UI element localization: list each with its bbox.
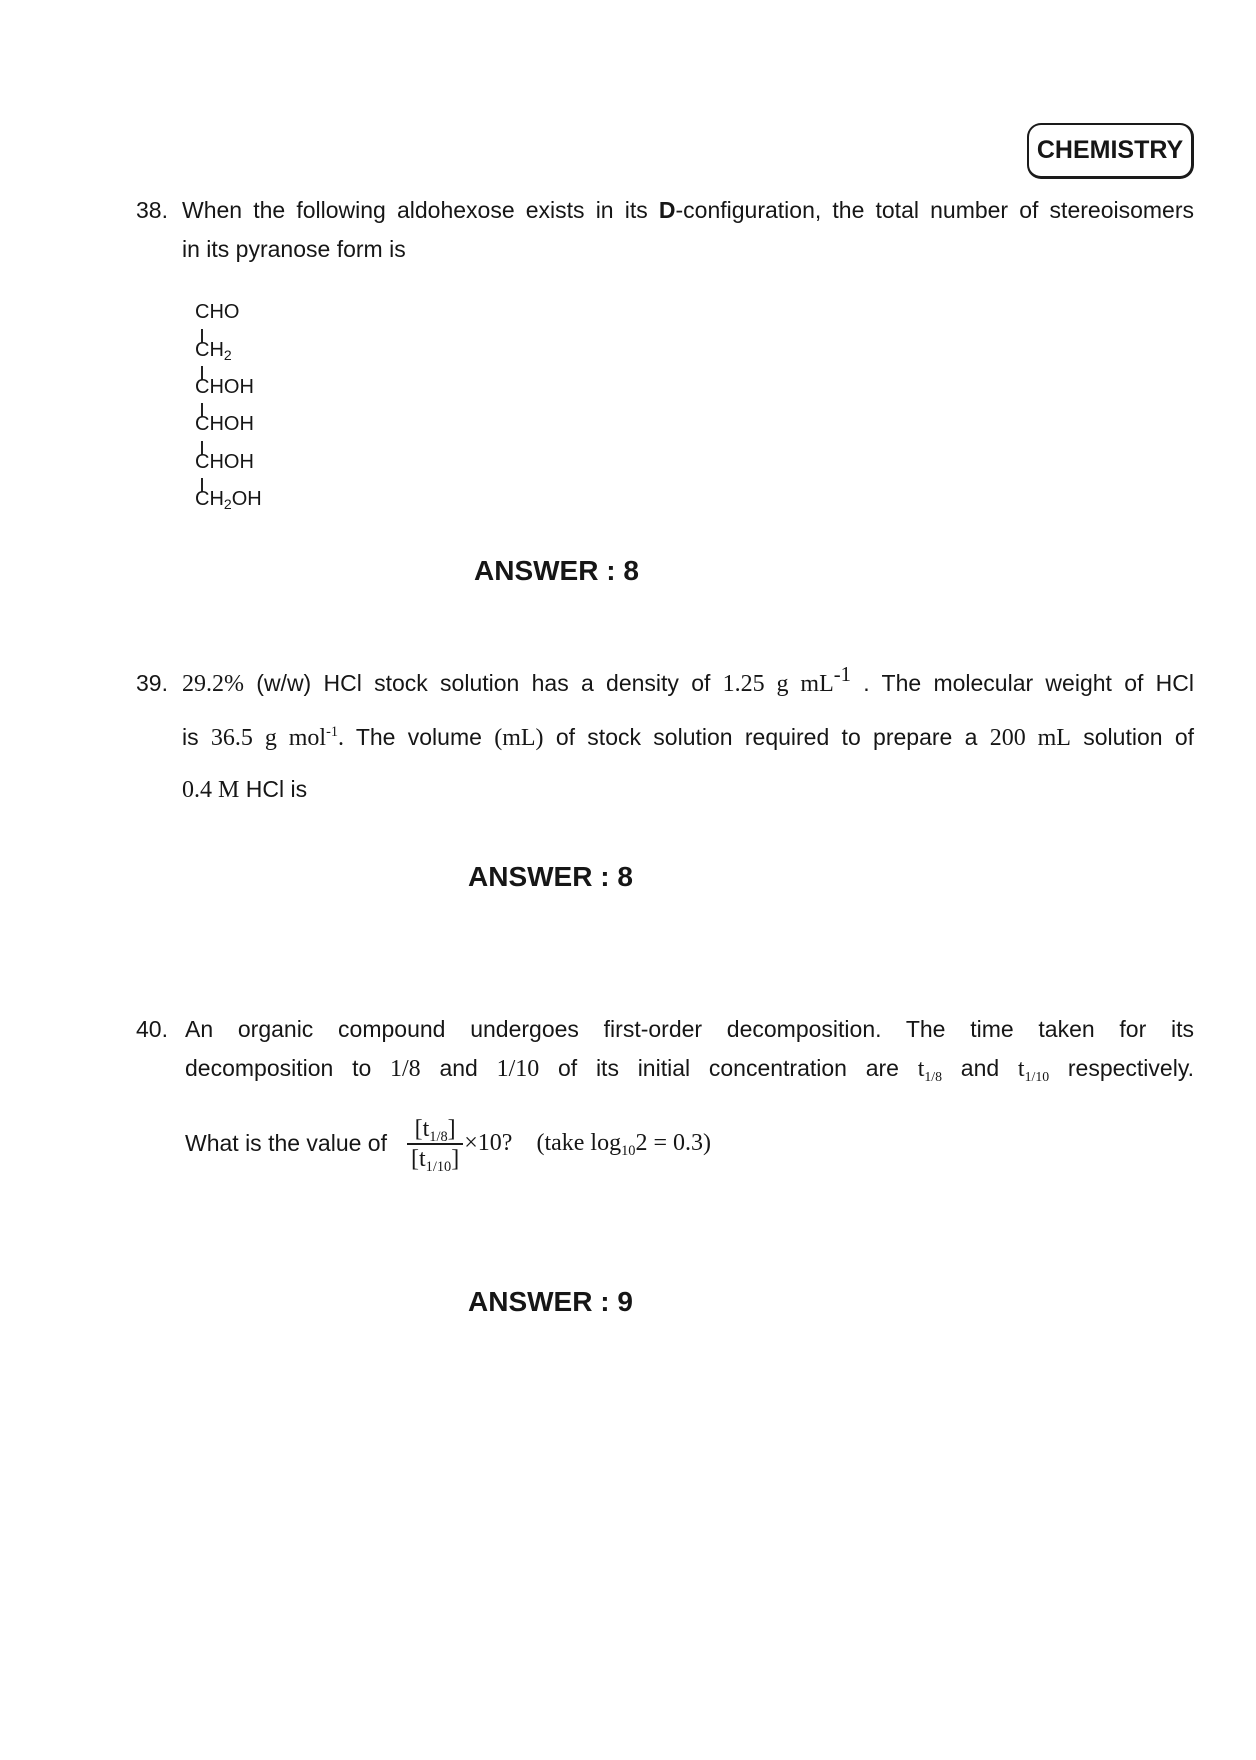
question-39-line-2: [182, 722, 1194, 753]
log-base: 10: [621, 1143, 636, 1160]
target-concentration: 0.4 M: [182, 777, 240, 803]
question-text: and: [942, 1055, 1018, 1081]
molecular-weight-exponent: -1: [326, 724, 338, 741]
group-subscript: 2: [223, 347, 232, 364]
question-40-line-1: An organic compound undergoes first-order decomposition. The time taken for its: [185, 1016, 1194, 1042]
question-38-line-1: [182, 195, 1194, 225]
time-subscript: 1/8: [429, 1129, 448, 1146]
time-variable: t: [917, 1056, 925, 1082]
question-text: respectively.: [1049, 1055, 1194, 1081]
structure-group: [195, 338, 232, 362]
question-text: of its initial concentration are: [539, 1055, 918, 1081]
sentence-period: .: [337, 725, 344, 751]
question-text: The volume: [343, 724, 495, 750]
log-hint-text: 2 = 0.3): [635, 1130, 712, 1157]
question-text: decomposition to: [185, 1055, 391, 1081]
answer-39: ANSWER : 8: [468, 861, 633, 892]
question-text: HCl is: [239, 776, 308, 802]
time-variable: t: [1017, 1056, 1025, 1082]
structure-group: [195, 487, 262, 511]
bracket-open: [: [411, 1145, 419, 1172]
log-hint: [536, 1130, 712, 1160]
bracket-open: [: [414, 1116, 423, 1142]
structure-group: [195, 375, 254, 399]
structure-group: [195, 300, 239, 324]
time-subscript: 1/10: [425, 1158, 452, 1175]
group-formula: CH: [195, 488, 224, 510]
structure-group: [195, 412, 254, 436]
group-formula: CH: [195, 339, 224, 361]
group-formula: CHO: [195, 301, 240, 323]
question-text: (w/w) HCl stock solution has a density of: [244, 670, 723, 696]
group-formula: OH: [231, 488, 262, 510]
question-39-number: 39.: [136, 670, 168, 696]
question-39-line-1: [182, 663, 1194, 699]
molecular-weight-value: 36.5 g mol: [210, 725, 327, 751]
question-38-number: 38.: [136, 197, 168, 223]
target-volume: 200 mL: [989, 725, 1071, 751]
time-variable: t: [419, 1145, 426, 1172]
group-formula: CHOH: [195, 451, 254, 473]
time-subscript: 1/8: [924, 1068, 943, 1084]
question-40-line-3: [185, 1116, 712, 1175]
concentration-percent: 29.2%: [182, 671, 244, 697]
fraction-value: 1/10: [496, 1056, 540, 1082]
answer-38: ANSWER : 8: [474, 555, 639, 586]
subject-label: CHEMISTRY: [1036, 136, 1184, 164]
question-text: -configuration, the total number of stereoisomers: [675, 197, 1194, 223]
question-text: and: [420, 1055, 497, 1081]
subject-badge: [1027, 123, 1194, 179]
structure-group: [195, 450, 254, 474]
bracket-close: ]: [447, 1116, 456, 1142]
fraction-value: 1/8: [390, 1056, 421, 1082]
group-formula: CHOH: [195, 413, 254, 435]
question-text: . The molecular weight of HCl: [851, 670, 1194, 696]
group-subscript: 2: [223, 496, 232, 513]
question-40-line-2: [185, 1053, 1194, 1084]
time-subscript: 1/10: [1024, 1068, 1050, 1084]
question-38-line-2: in its pyranose form is: [182, 236, 406, 262]
fraction-numerator: [411, 1116, 460, 1146]
ratio-fraction: [407, 1116, 463, 1175]
question-39-line-3: [182, 774, 1194, 805]
density-value: 1.25 g mL: [722, 671, 834, 697]
log-hint-text: (take log: [536, 1130, 622, 1157]
group-formula: CHOH: [195, 376, 254, 398]
question-text: of stock solution required to prepare a: [543, 724, 990, 750]
bracket-close: ]: [451, 1145, 460, 1172]
density-exponent: -1: [833, 663, 851, 686]
answer-40: ANSWER : 9: [468, 1286, 633, 1317]
question-text: is: [182, 724, 211, 750]
question-40-number: 40.: [136, 1016, 168, 1042]
time-variable: t: [422, 1116, 430, 1142]
question-text: When the following aldohexose exists in its: [182, 197, 659, 223]
fraction-denominator: [407, 1145, 463, 1175]
question-text: What is the value of: [185, 1130, 387, 1157]
multiplier: ×10?: [464, 1130, 513, 1157]
question-text: solution of: [1070, 724, 1195, 750]
volume-unit: (mL): [494, 725, 544, 751]
configuration-letter: D: [658, 197, 676, 223]
